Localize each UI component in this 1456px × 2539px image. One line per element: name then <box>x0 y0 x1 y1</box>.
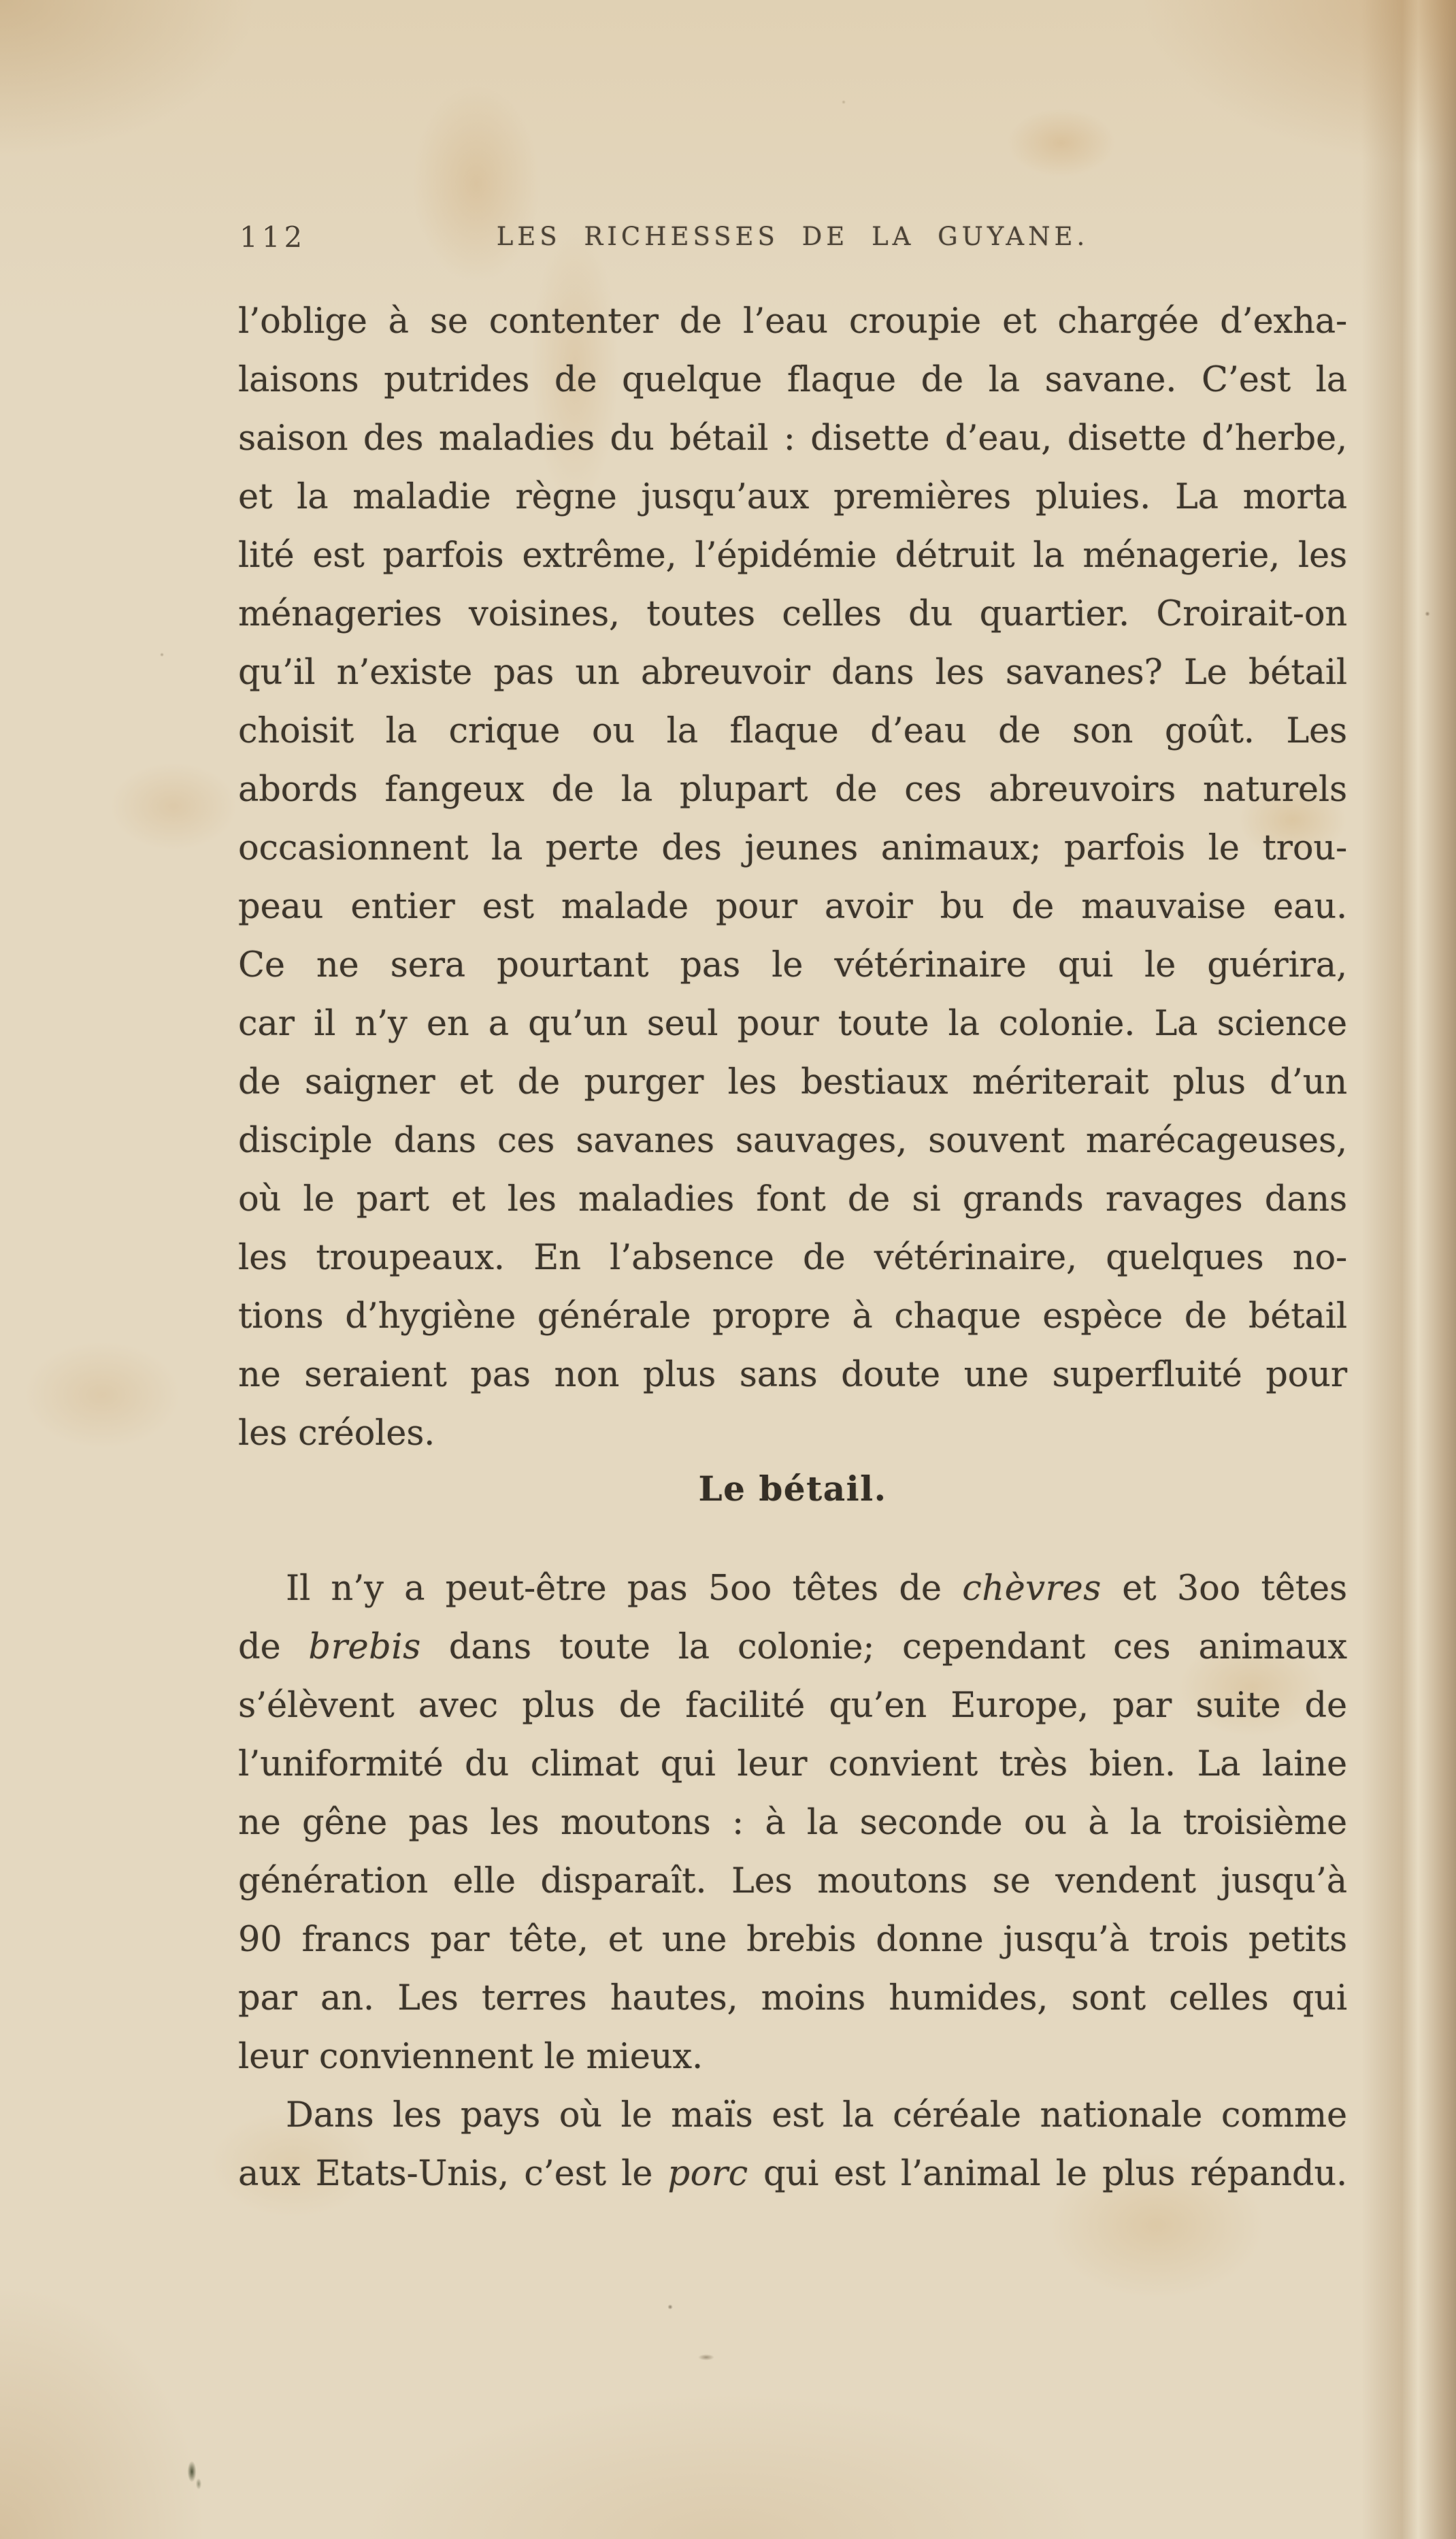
text-line: de brebis dans toute la colonie; cependant ces animaux <box>238 1627 1347 1667</box>
paragraph-goats-sheep <box>238 1560 1347 2086</box>
text-line: de saigner et de purger les bestiaux mériterait plus d’un <box>238 1062 1347 1102</box>
running-title: LES RICHESSES DE LA GUYANE. <box>496 222 1089 251</box>
text-line: ménageries voisines, toutes celles du quartier. Croirait-on <box>238 594 1347 634</box>
text-line: choisit la crique ou la flaque d’eau de son goût. Les <box>238 711 1347 751</box>
text-line: qu’il n’existe pas un abreuvoir dans les savanes? Le bétail <box>238 653 1347 693</box>
text-line: tions d’hygiène générale propre à chaque espèce de bétail <box>238 1296 1347 1337</box>
text-line: 90 francs par tête, et une brebis donne jusqu’à trois petits <box>238 1920 1347 1960</box>
text-line: ne seraient pas non plus sans doute une superfluité pour <box>238 1355 1347 1395</box>
text-line: abords fangeux de la plupart de ces abreuvoirs naturels <box>238 770 1347 810</box>
text-line: disciple dans ces savanes sauvages, souvent marécageuses, <box>238 1121 1347 1161</box>
text-line: l’uniformité du climat qui leur convient très bien. La laine <box>238 1744 1347 1784</box>
text-line: l’oblige à se contenter de l’eau croupie et chargée d’exha- <box>238 301 1347 342</box>
text-line: par an. Les terres hautes, moins humides, sont celles qui <box>238 1978 1347 2018</box>
text-line: aux Etats-Unis, c’est le porc qui est l’animal le plus répandu. <box>238 2154 1348 2194</box>
text-line: lité est parfois extrême, l’épidémie détruit la ménagerie, les <box>238 536 1347 576</box>
text-line: ne gêne pas les moutons : à la seconde ou à la troisième <box>238 1803 1347 1843</box>
text-line: s’élèvent avec plus de facilité qu’en Europe, par suite de <box>238 1686 1347 1726</box>
text-line: les créoles. <box>238 1413 435 1454</box>
text-line: peau entier est malade pour avoir bu de mauvaise eau. <box>238 887 1347 927</box>
text-line: Dans les pays où le maïs est la céréale nationale comme <box>286 2095 1347 2135</box>
paragraph-corn-pork <box>238 2086 1347 2204</box>
text-line: laisons putrides de quelque flaque de la savane. C’est la <box>238 360 1347 400</box>
text-line: et la maladie règne jusqu’aux premières pluies. La morta <box>238 477 1347 517</box>
paragraph-water-diseases <box>238 293 1347 1463</box>
text-block <box>238 0 1347 2539</box>
text-line: Il n’y a peut-être pas 5oo têtes de chèvres et 3oo têtes <box>286 1569 1347 1609</box>
text-line: occasionnent la perte des jeunes animaux; parfois le trou- <box>238 828 1347 868</box>
text-line: saison des maladies du bétail : disette d’eau, disette d’herbe, <box>238 419 1347 459</box>
text-line: les troupeaux. En l’absence de vétérinaire, quelques no- <box>238 1238 1347 1278</box>
text-line: leur conviennent le mieux. <box>238 2037 703 2077</box>
text-line: Ce ne sera pourtant pas le vétérinaire qui le guérira, <box>238 945 1347 985</box>
text-line: génération elle disparaît. Les moutons se vendent jusqu’à <box>238 1861 1347 1901</box>
text-line: où le part et les maladies font de si grands ravages dans <box>238 1179 1347 1219</box>
text-line: car il n’y en a qu’un seul pour toute la colonie. La science <box>238 1004 1347 1044</box>
page-number: 112 <box>239 220 307 254</box>
section-heading: Le bétail. <box>698 1469 887 1509</box>
